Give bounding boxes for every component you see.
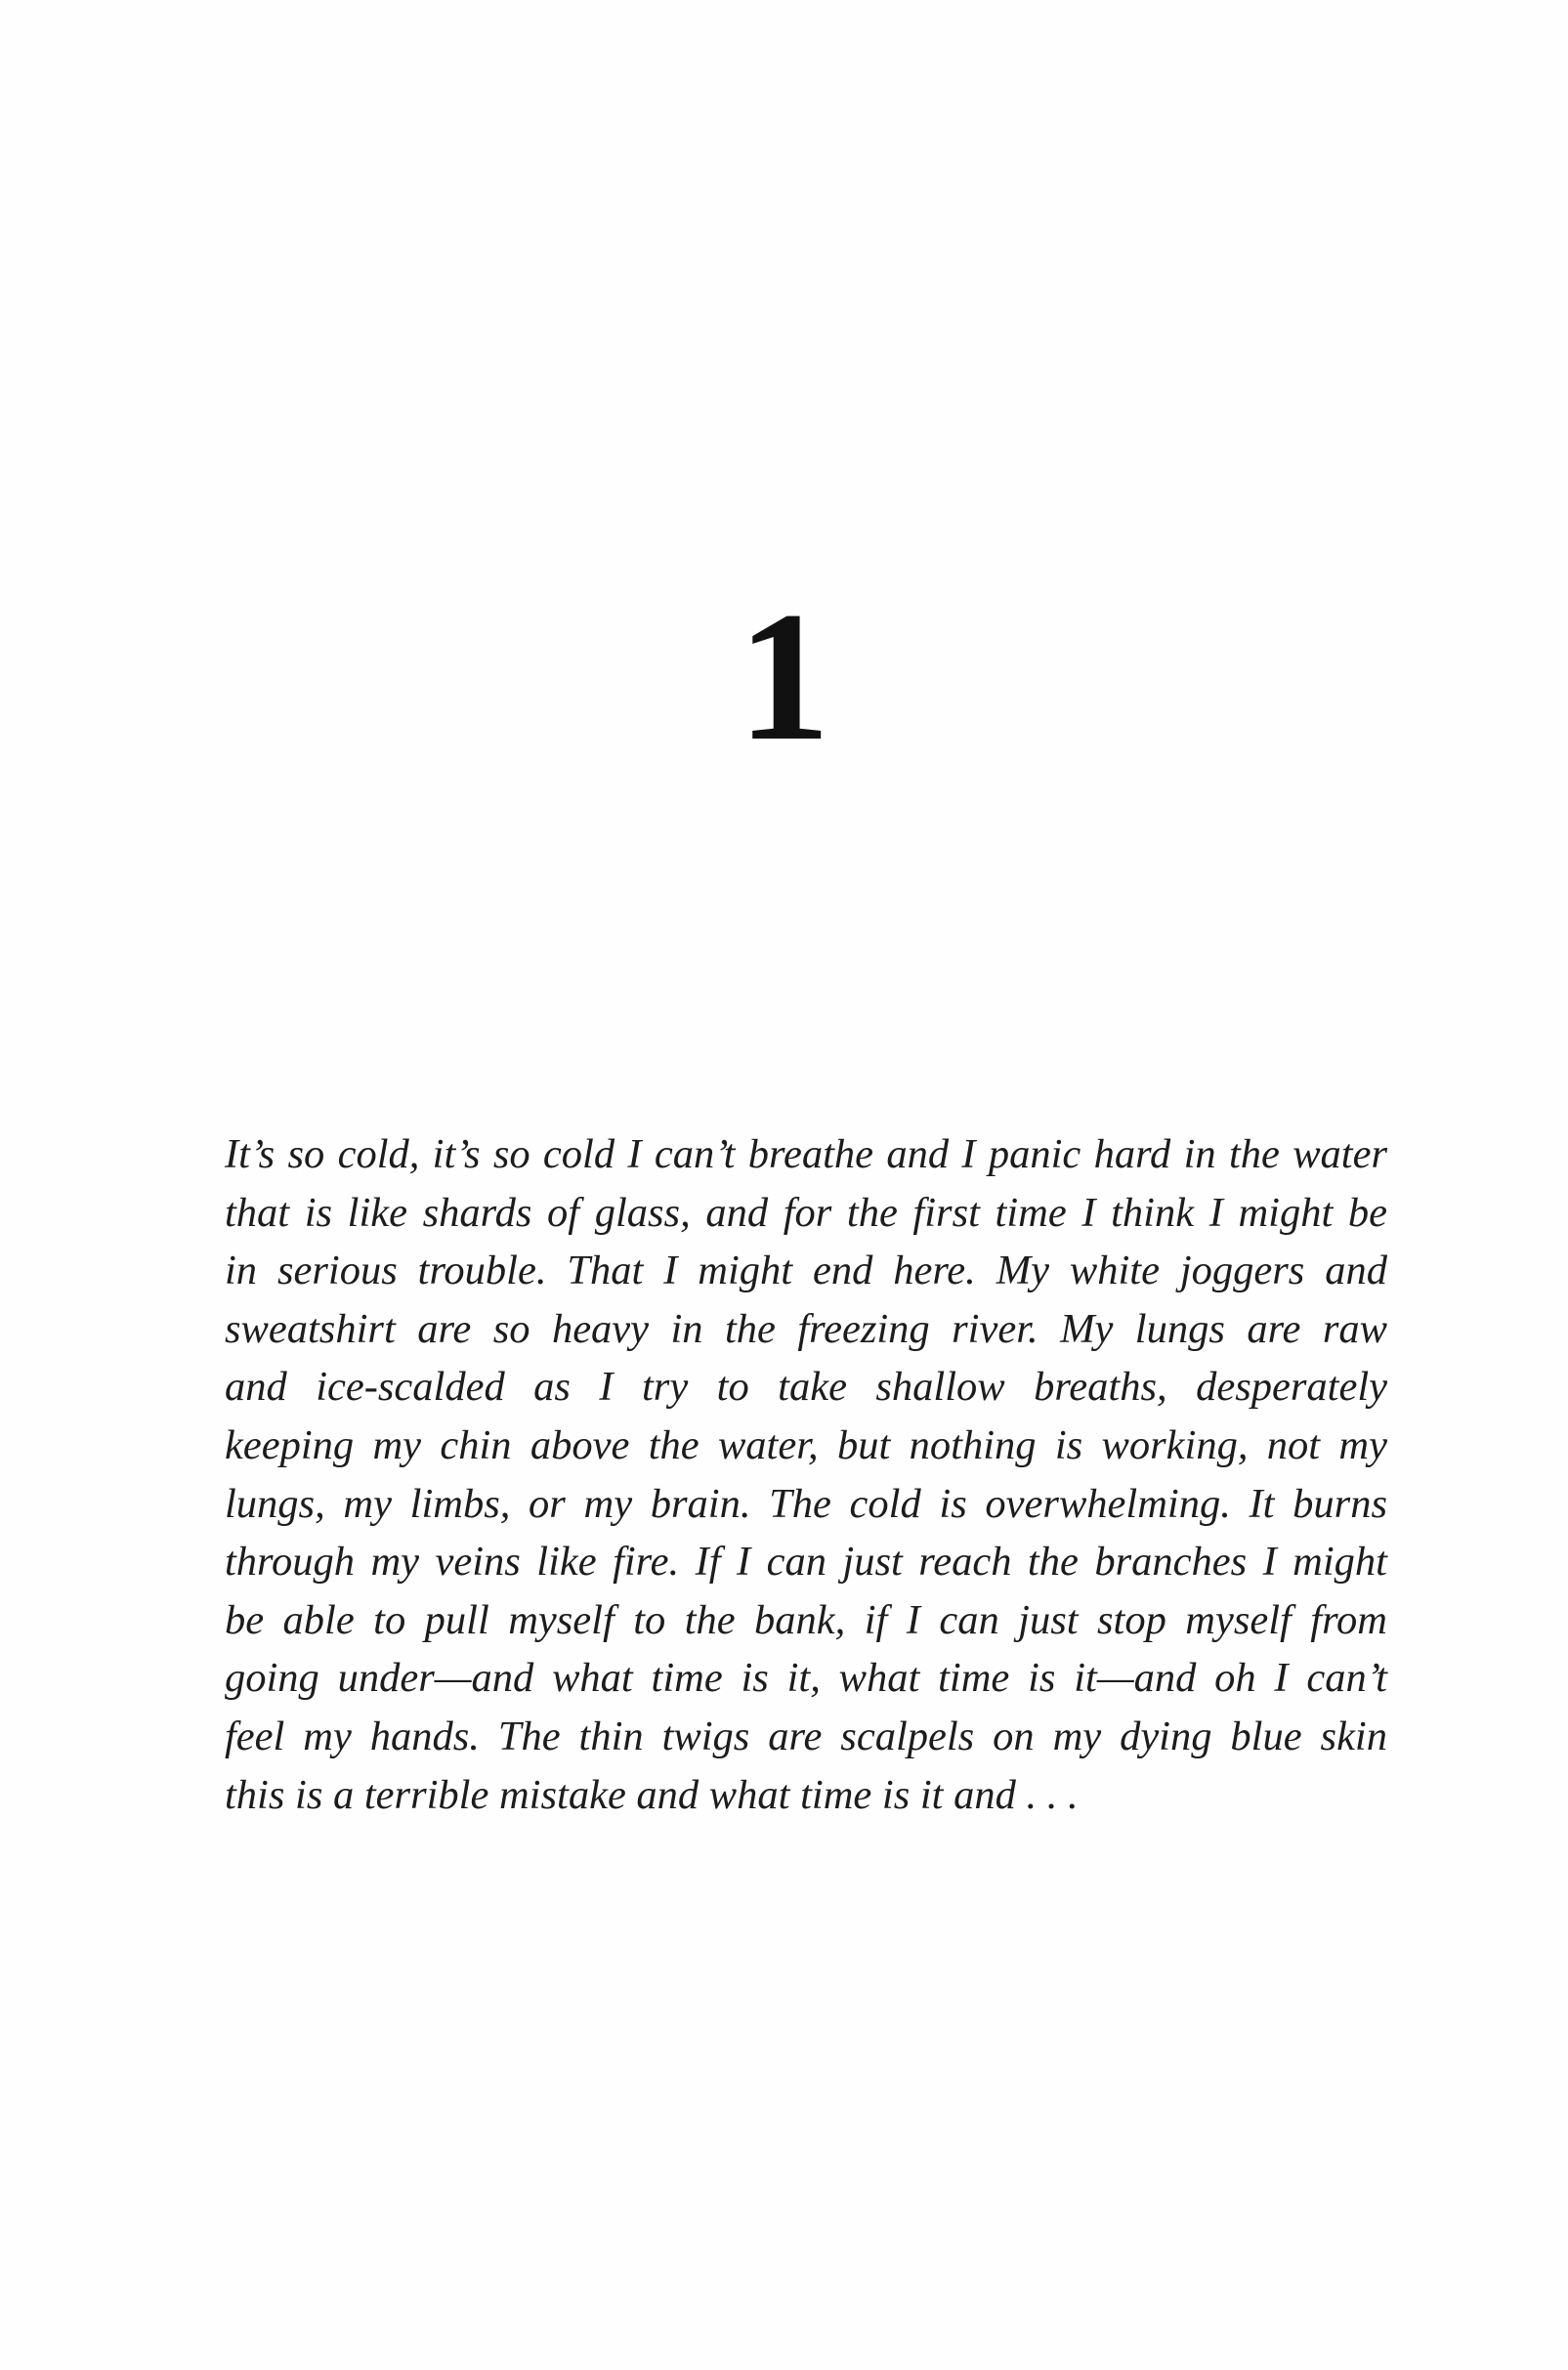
paragraph-line: that is like shards of glass, and for the first time I think I might be xyxy=(225,1189,1387,1236)
paragraph-line: keeping my chin above the water, but nothing is working, not my xyxy=(225,1421,1387,1468)
paragraph-line: lungs, my limbs, or my brain. The cold is overwhelming. It burns xyxy=(225,1480,1387,1527)
paragraph-line: feel my hands. The thin twigs are scalpels on my dying blue skin xyxy=(225,1713,1387,1759)
paragraph-line: be able to pull myself to the bank, if I can just stop myself from xyxy=(225,1596,1387,1643)
paragraph-line: and ice-scalded as I try to take shallow breaths, desperately xyxy=(225,1364,1387,1411)
chapter-number: 1 xyxy=(738,574,830,780)
paragraph-line: through my veins like fire. If I can just reach the branches I might xyxy=(225,1539,1387,1586)
paragraph-line: going under—and what time is it, what time is it—and oh I can’t xyxy=(225,1655,1387,1702)
paragraph-line: sweatshirt are so heavy in the freezing river. My lungs are raw xyxy=(225,1305,1387,1352)
chapter-opening-paragraph xyxy=(225,1125,1387,1824)
paragraph-line: this is a terrible mistake and what time is it and . . . xyxy=(225,1771,1079,1818)
paragraph-line: It’s so cold, it’s so cold I can’t breathe and I panic hard in the water xyxy=(225,1131,1387,1177)
paragraph-line: in serious trouble. That I might end here. My white joggers and xyxy=(225,1248,1387,1294)
